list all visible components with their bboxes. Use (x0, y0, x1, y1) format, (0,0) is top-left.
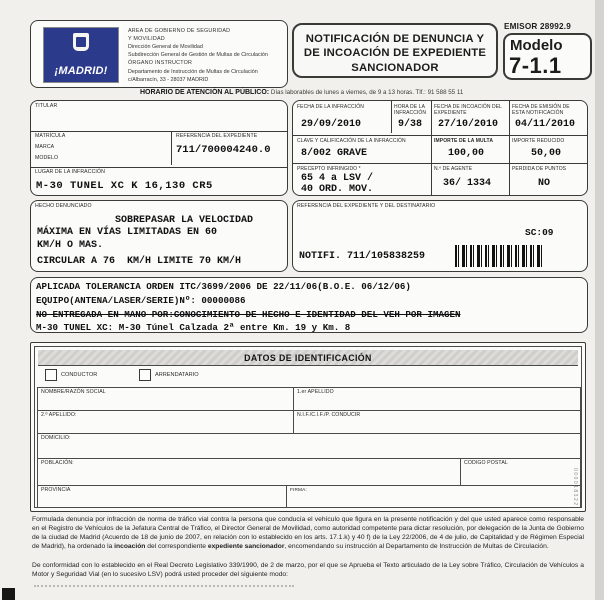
hecho-line4: CIRCULAR A 76 KM/H LIMITE 70 KM/H (37, 256, 242, 267)
firma-label: FIRMA: (290, 488, 307, 493)
poblacion-field[interactable] (37, 458, 461, 486)
legal-paragraph-2: De conformidad con lo establecido en el Real Decreto Legislativo 339/1990, de 2 de marzo, por el que se Aprueba el Texto articulado de la Ley sobre Tráfico, Circulación de Vehículos a Motor y Seguridad Vial (en lo sucesivo LSV) podrá usted proceder del siguiente modo: (32, 562, 584, 578)
domicilio-label: DOMICILIO: (41, 435, 71, 441)
fecha-emision-label: FECHA DE EMISIÓN DE ESTA NOTIFICACIÓN (512, 104, 570, 117)
document-title: NOTIFICACIÓN DE DENUNCIA Y DE INCOACIÓN DE EXPEDIENTE SANCIONADOR (303, 33, 487, 74)
lugar-label: LUGAR DE LA INFRACCIÓN (35, 169, 105, 175)
referencia-expediente-label: REFERENCIA DEL EXPEDIENTE (176, 133, 258, 139)
apellido2-field[interactable] (37, 410, 294, 434)
fecha-infraccion-label: FECHA DE LA INFRACCIÓN (297, 104, 364, 110)
titular-field[interactable] (35, 111, 283, 129)
titular-label: TITULAR (35, 103, 58, 109)
importe-reducido-label: IMPORTE REDUCIDO (512, 138, 565, 144)
identificacion-title: DATOS DE IDENTIFICACIÓN (244, 353, 372, 363)
dept-line: c/Albarracín, 33 - 28037 MADRID (128, 76, 209, 83)
precepto-line1: 65 4 a LSV / (301, 173, 374, 184)
vehicle-box (30, 100, 288, 196)
form-serial-number: 000018322 (572, 468, 578, 507)
apellido1-label: 1.er APELLIDO (297, 389, 334, 395)
conductor-label: CONDUCTOR (61, 372, 98, 378)
dept-line: Y MOVILIDAD (128, 36, 165, 43)
faded-cutoff-line (34, 585, 294, 587)
agente-value: 36/ 1334 (443, 178, 492, 189)
dept-line: ÓRGANO INSTRUCTOR (128, 60, 193, 67)
office-hours-text: Días laborables de lunes a viernes, de 9 a 13 horas. Tlf.: 91 588 55 11 (270, 89, 464, 96)
arrendatario-label: ARRENDATARIO (155, 372, 199, 378)
identificacion-header-bar (38, 350, 578, 366)
conductor-checkbox[interactable] (45, 369, 57, 381)
cp-field[interactable] (460, 458, 581, 486)
fecha-incoacion-value: 27/10/2010 (438, 119, 499, 130)
fecha-incoacion-label: FECHA DE INCOACIÓN DEL EXPEDIENTE (434, 104, 502, 117)
modelo-code: 7-1.1 (509, 53, 562, 78)
fecha-infraccion-value: 29/09/2010 (301, 119, 362, 130)
department-address (128, 27, 286, 84)
legal-paragraph-1: Formulada denuncia por infracción de norma de tráfico vial contra la persona que conducía el vehículo que figura en la presente notificación y del que usted aparece como responsable en el Registro de Vehículos de la Jefatura Central de Tráfico, el Director General de Movilidad, como autoridad competente para dictar resolución, por delegación de la Junta de Gobierno de la ciudad de Madrid (Acuerdo de 18 de junio de 2007, en relación con lo establecido en los arts. 17.1.k) y 40 f) de la Ley 22/2006, de 4 de julio, de Capitalidad y de Régimen Especial de Madrid), ha ordenado la incoación del correspondiente expediente sancionador, encomendando su instrucción al Departamento de Instrucción de Multas de Circulación. (32, 516, 584, 550)
tolerancia-line1: APLICADA TOLERANCIA ORDEN ITC/3699/2006 DE 22/11/06(B.O.E. 06/12/06) (36, 281, 411, 292)
dept-line: Subdirección General de Gestión de Multas de Circulación (128, 52, 268, 59)
puntos-label: PERDIDA DE PUNTOS (512, 166, 567, 172)
arrendatario-checkbox[interactable] (139, 369, 151, 381)
modelo-word: Modelo (510, 37, 563, 54)
marca-label: MARCA (35, 144, 55, 150)
precepto-label: PRECEPTO INFRINGIDO * (297, 166, 361, 172)
apellido1-field[interactable] (293, 387, 581, 411)
destinatario-box (292, 200, 588, 272)
importe-multa-value: 100,00 (448, 148, 485, 159)
hora-infraccion-value: 9/38 (398, 119, 423, 130)
provincia-label: PROVINCIA (41, 487, 71, 493)
office-hours (140, 89, 600, 96)
poblacion-label: POBLACIÓN: (41, 460, 74, 466)
tolerancia-box (30, 277, 588, 333)
referencia-expediente-value: 711/700004240.0 (176, 144, 271, 156)
domicilio-field[interactable] (37, 433, 581, 459)
nombre-label: NOMBRE/RAZÓN SOCIAL (41, 389, 106, 395)
modelo-vehiculo-label: MODELO (35, 155, 59, 161)
infraction-box (292, 100, 588, 196)
precepto-line2: 40 ORD. MOV. (301, 184, 374, 195)
agente-label: N.º DE AGENTE (434, 166, 473, 172)
hecho-line2: MÁXIMA EN VÍAS LIMITADAS EN 60 (37, 227, 218, 238)
document-title-box (292, 23, 498, 78)
legal-bold-incoacion: incoación (114, 542, 146, 550)
cp-label: CODIGO POSTAL (464, 460, 508, 466)
firma-field[interactable] (286, 485, 581, 508)
clave-value: 8/002 GRAVE (301, 148, 368, 159)
nombre-field[interactable] (37, 387, 294, 411)
hecho-box (30, 200, 288, 272)
clave-label: CLAVE Y CALIFICACIÓN DE LA INFRACCIÓN (297, 138, 406, 144)
fecha-emision-value: 04/11/2010 (515, 119, 576, 130)
madrid-logo-text: ¡MADRID! (54, 65, 108, 77)
madrid-crest-icon (73, 33, 89, 51)
notifi-number: NOTIFI. 711/105838259 (299, 251, 426, 262)
importe-reducido-value: 50,00 (531, 148, 562, 159)
sc-code: SC:09 (525, 227, 554, 238)
hecho-label: HECHO DENUNCIADO (35, 203, 92, 209)
nif-label: N.I.F./C.I.F./P. CONDUCIR (297, 412, 361, 418)
issuer-box (30, 20, 288, 88)
madrid-logo (43, 27, 119, 83)
scan-corner-mark (2, 588, 15, 600)
dept-line: AREA DE GOBIERNO DE SEGURIDAD (128, 28, 231, 34)
destinatario-label: REFERENCIA DEL EXPEDIENTE Y DEL DESTINATARIO (297, 203, 436, 209)
hecho-line1: SOBREPASAR LA VELOCIDAD (115, 215, 254, 226)
tolerancia-line2: EQUIPO(ANTENA/LASER/SERIE)Nº: 00000086 (36, 294, 246, 306)
lugar-value: M-30 TUNEL XC K 16,130 CR5 (36, 180, 213, 192)
dept-line: Departamento de Instrucción de Multas de Circulación (128, 68, 258, 75)
apellido2-label: 2.º APELLIDO: (41, 412, 77, 418)
office-hours-label: HORARIO DE ATENCIÓN AL PÚBLICO: (140, 89, 270, 96)
dept-line: Dirección General de Movilidad (128, 44, 203, 51)
provincia-field[interactable] (37, 485, 287, 508)
hecho-line3: KM/H O MAS. (37, 240, 104, 251)
emisor-code: EMISOR 28992.9 (504, 22, 571, 31)
barcode (455, 245, 545, 267)
modelo-box (503, 33, 592, 80)
legal-bold-expediente: expediente sancionador (207, 542, 285, 550)
importe-multa-label: IMPORTE DE LA MULTA (434, 138, 494, 144)
tolerancia-line4: M-30 TUNEL XC: M-30 Túnel Calzada 2ª entre Km. 19 y Km. 8 (36, 322, 351, 334)
matricula-label: MATRÍCULA (35, 133, 66, 139)
hora-infraccion-label: HORA DE LA INFRACCIÓN (394, 104, 427, 117)
identificacion-box (30, 342, 586, 512)
puntos-value: NO (538, 178, 551, 189)
nif-field[interactable] (293, 410, 581, 434)
tolerancia-line3: NO ENTREGADA EN MANO POR:CONOCIMIENTO DE HECHO E IDENTIDAD DEL VEH POR IMAGEN (36, 308, 461, 320)
